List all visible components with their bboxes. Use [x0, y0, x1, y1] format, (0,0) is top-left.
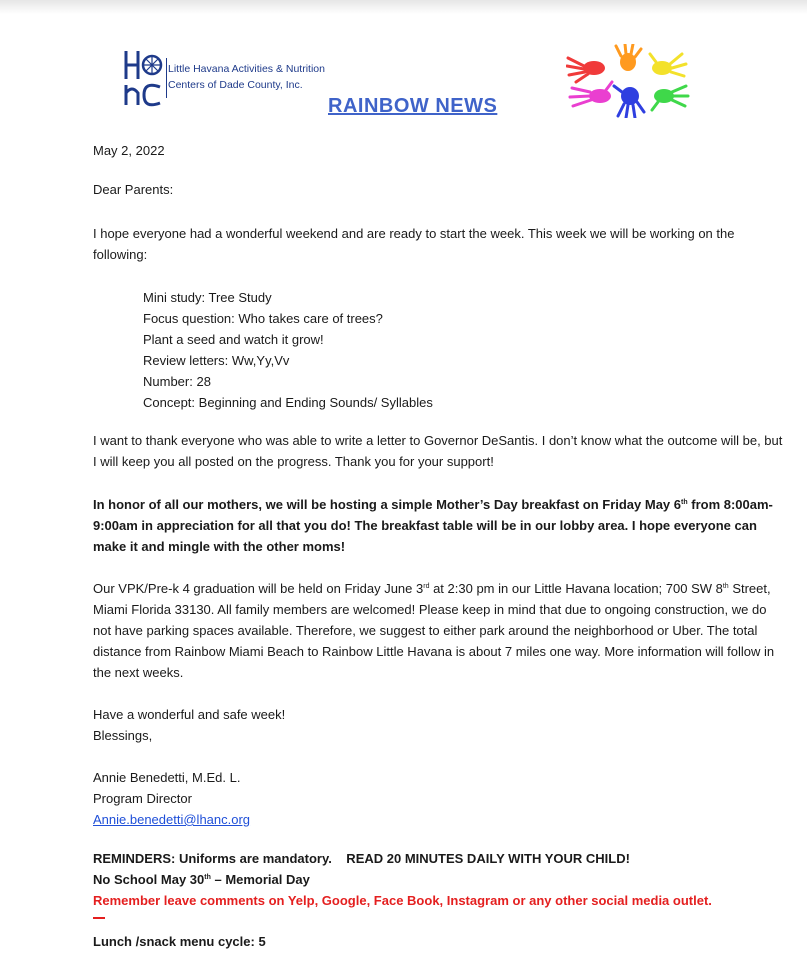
- hand-green-icon: [652, 86, 688, 110]
- list-item: Review letters: Ww,Yy,Vv: [143, 353, 290, 368]
- list-item: Mini study: Tree Study: [143, 290, 272, 305]
- org-name-line1: Little Havana Activities & Nutrition: [168, 63, 325, 75]
- thanks-paragraph: I want to thank everyone who was able to write a letter to Governor DeSantis. I don’t know what the outcome will be, but I will keep you all posted on the progress. Thank you for your support!: [93, 433, 783, 469]
- graduation-ordinal-date: rd: [423, 583, 430, 590]
- org-name: [168, 61, 325, 93]
- letter-closing: [93, 704, 285, 746]
- no-school-text: No School May 30: [93, 872, 205, 887]
- hand-yellow-icon: [650, 54, 686, 76]
- intro-paragraph: I hope everyone had a wonderful weekend and are ready to start the week. This week we will be working on the following:: [93, 226, 735, 262]
- graduation-paragraph: [93, 578, 783, 683]
- list-item: Plant a seed and watch it grow!: [143, 332, 324, 347]
- list-item: Number: 28: [143, 374, 211, 389]
- newsletter-title: RAINBOW NEWS: [328, 95, 498, 117]
- org-name-line2: Centers of Dade County, Inc.: [168, 79, 303, 91]
- mothers-day-ordinal: th: [681, 499, 688, 506]
- no-school-ordinal: th: [204, 874, 211, 881]
- closing-line: Have a wonderful and safe week!: [93, 707, 286, 722]
- graduation-text-end: Street, Miami Florida 33130. All family members are welcomed! Please keep in mind that due to ongoing construction, we do not have parking spaces available. Therefore, we suggest to either park around the neighborhood or Uber. The total distance from Rainbow Miami Beach to Rainbow Little Havana is about 7 miles one way. More information will follow in the next weeks.: [93, 581, 775, 680]
- hand-red-icon: [567, 58, 605, 82]
- list-item: Concept: Beginning and Ending Sounds/ Syllables: [143, 395, 433, 410]
- list-item: Focus question: Who takes care of trees?: [143, 311, 383, 326]
- hand-orange-icon: [616, 44, 641, 71]
- lhanc-logo-icon: [122, 47, 164, 107]
- hand-pink-icon: [570, 82, 612, 106]
- mothers-day-text-cont: from 8:00am-9:00am in appreciation for all that you do! The breakfast table will be in our lobby area. I hope everyone can make it and mingle with the other moms!: [93, 497, 773, 554]
- red-dash-divider: [93, 917, 105, 919]
- closing-blessing: Blessings,: [93, 728, 153, 743]
- graduation-text-cont: at 2:30 pm in our Little Havana location; 700 SW 8: [429, 581, 723, 596]
- signature-email-link[interactable]: Annie.benedetti@lhanc.org: [93, 812, 251, 827]
- hand-blue-icon: [614, 86, 644, 118]
- letter-greeting: Dear Parents:: [93, 182, 174, 197]
- logo-divider: [166, 58, 167, 98]
- weekly-topics-list: [143, 287, 643, 413]
- reminders-block: [93, 848, 783, 911]
- letter-date: May 2, 2022: [93, 143, 165, 158]
- graduation-text: Our VPK/Pre-k 4 graduation will be held on Friday June 3: [93, 581, 424, 596]
- colorful-hands-icon: [566, 44, 690, 118]
- signature-name: Annie Benedetti, M.Ed. L.: [93, 770, 241, 785]
- signature-role: Program Director: [93, 791, 192, 806]
- lunch-menu-cycle: Lunch /snack menu cycle: 5: [93, 934, 266, 949]
- memorial-day-text: – Memorial Day: [210, 872, 310, 887]
- signature-block: [93, 767, 250, 830]
- reminder-no-school: [93, 869, 783, 890]
- reminder-reviews: Remember leave comments on Yelp, Google, Face Book, Instagram or any other social media outlet.: [93, 893, 712, 908]
- viewer-top-edge: [0, 0, 807, 14]
- graduation-ordinal-street: th: [722, 583, 729, 590]
- mothers-day-paragraph: [93, 494, 783, 557]
- reminder-uniforms: REMINDERS: Uniforms are mandatory. READ 20 MINUTES DAILY WITH YOUR CHILD!: [93, 851, 630, 866]
- mothers-day-text: In honor of all our mothers, we will be hosting a simple Mother’s Day breakfast on Friday May 6: [93, 497, 682, 512]
